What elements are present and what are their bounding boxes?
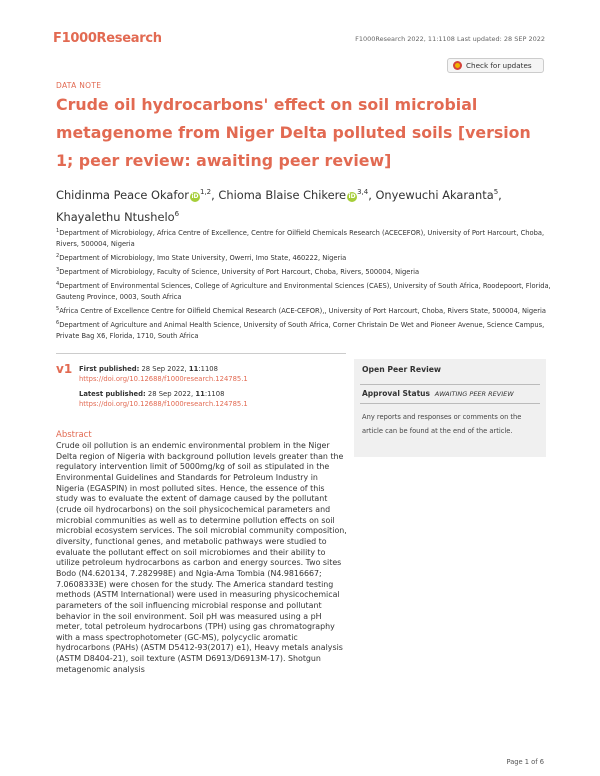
check-for-updates-button[interactable]: [447, 58, 544, 73]
orcid-icon[interactable]: iD: [191, 192, 199, 200]
affiliation-item: $^1$Department of Microbiology, Africa Centre of Excellence, Centre for Oilfield Chemicals Research (ACECEFOR), University of Port Harcourt, Choba, Rivers, 500004, Nigeria: [56, 228, 545, 249]
first-published-doi-link[interactable]: https://doi.org/10.12688/f1000research.124785.1: [79, 375, 248, 383]
panel-divider: [360, 403, 540, 404]
approval-status-value: AWAITING PEER REVIEW: [434, 390, 514, 398]
open-peer-review-panel: [354, 359, 546, 457]
latest-published-doi-link[interactable]: https://doi.org/10.12688/f1000research.124785.1: [79, 400, 248, 408]
author-list: Chidinma Peace Okafor iD$^{1,2}$, Chioma Blaise Chikere iD$^{3,4}$, Onyewuchi Akaranta$^5$, Khayalethu Ntushelo$^6$: [56, 187, 502, 224]
author-3[interactable]: Onyewuchi Akaranta$^5$: [375, 187, 499, 202]
first-published: First published: 28 Sep 2022, 11:1108 https://doi.org/10.12688/f1000research.124785.1: [79, 365, 248, 383]
article-title: Crude oil hydrocarbons' effect on soil microbial metagenome from Niger Delta polluted soils [version 1; peer review: awaiting peer review]: [56, 95, 531, 170]
approval-status: Approval Status AWAITING PEER REVIEW: [362, 389, 514, 398]
affiliation-item: $^2$Department of Microbiology, Imo State University, Owerri, Imo State, 460222, Nigeria: [56, 252, 347, 263]
affiliation-item: $^6$Department of Agriculture and Animal Health Science, University of South Africa, Corner Christain De Wet and Pioneer Avenue, Science Campus, Private Bag X6, Florida, 1710, South Africa: [56, 319, 545, 340]
author-2[interactable]: Chioma Blaise Chikere iD$^{3,4}$: [218, 187, 369, 202]
author-1[interactable]: Chidinma Peace Okafor iD$^{1,2}$: [56, 187, 212, 202]
orcid-icon[interactable]: iD: [348, 192, 356, 200]
version-badge: v1: [56, 362, 73, 376]
section-divider: [56, 353, 346, 354]
journal-logo: F1000Research: [53, 31, 162, 46]
page-number: Page 1 of 6: [506, 758, 544, 766]
article-type-tag: DATA NOTE: [56, 81, 102, 90]
abstract-heading: Abstract: [56, 430, 92, 440]
panel-note: Any reports and responses or comments on the article can be found at the end of the article.: [362, 413, 522, 435]
affiliations: [56, 226, 556, 343]
running-head: F1000Research 2022, 11:1108 Last updated: 28 SEP 2022: [355, 35, 545, 43]
panel-title: Open Peer Review: [362, 365, 442, 374]
check-for-updates-label: Check for updates: [466, 61, 532, 70]
panel-divider: [360, 384, 540, 385]
affiliation-item: $^4$Department of Environmental Sciences, College of Agriculture and Environmental Sciences (CAES), University of South Africa, Roodepoort, Florida, Gauteng Province, 0003, South Africa: [56, 280, 551, 301]
affiliation-item: $^3$Department of Microbiology, Faculty of Science, University of Port Harcourt, Choba, Rivers, 500004, Nigeria: [56, 266, 420, 277]
latest-published: Latest published: 28 Sep 2022, 11:1108 https://doi.org/10.12688/f1000research.124785.1: [79, 390, 248, 408]
abstract-text: Crude oil pollution is an endemic environmental problem in the Niger Delta region of Nigeria with background pollution levels greater than the regulatory intervention limit of 5000mg/kg of soil as stipulated in the Environmental Guidelines and Standards for Petroleum Industry in Nigeria (EGASPIN) in most polluted sites. Hence, the essence of this study was to evaluate the extent of damage caused by the pollutant (crude oil hydrocarbons) on the soil physicochemical parameters and microbial communities as well as to determine pollution effects on soil microbial ecosystem services. The soil microbial community composition, diversity, functional genes, and metabolic pathways were studied to evaluate the pollutant effect on soil microbiomes and their ability to utilize petroleum hydrocarbons as carbon and energy sources. Two sites Bodo (N4.620134, 7.282998E) and Ngia-Ama Tombia (N4.9816667; 7.0608333E) were chosen for the study. The America standard testing methods (ASTM International) were used in measuring physicochemical parameters of the soil influencing microbial response and pollutant behavior in the soil environment. Soil pH was measured using a pH meter, total petroleum hydrocarbons (TPH) using gas chromatography with a mass spectrophotometer (GC-MS), polycyclic aromatic hydrocarbons (PAHs) (ASTM D5412-93(2017) e1), Heavy metals analysis (ASTM D8404-21), soil texture (ASTM D6913/D6913M-17). Shotgun metagenomic analysis: [56, 441, 347, 674]
crossmark-icon: [453, 61, 462, 70]
affiliation-item: $^5$Africa Centre of Excellence Centre for Oilfield Chemical Research (ACE-CEFOR),, University of Port Harcourt, Choba, Rivers State, 500004, Nigeria: [56, 305, 546, 315]
author-4[interactable]: Khayalethu Ntushelo$^6$: [56, 209, 180, 224]
